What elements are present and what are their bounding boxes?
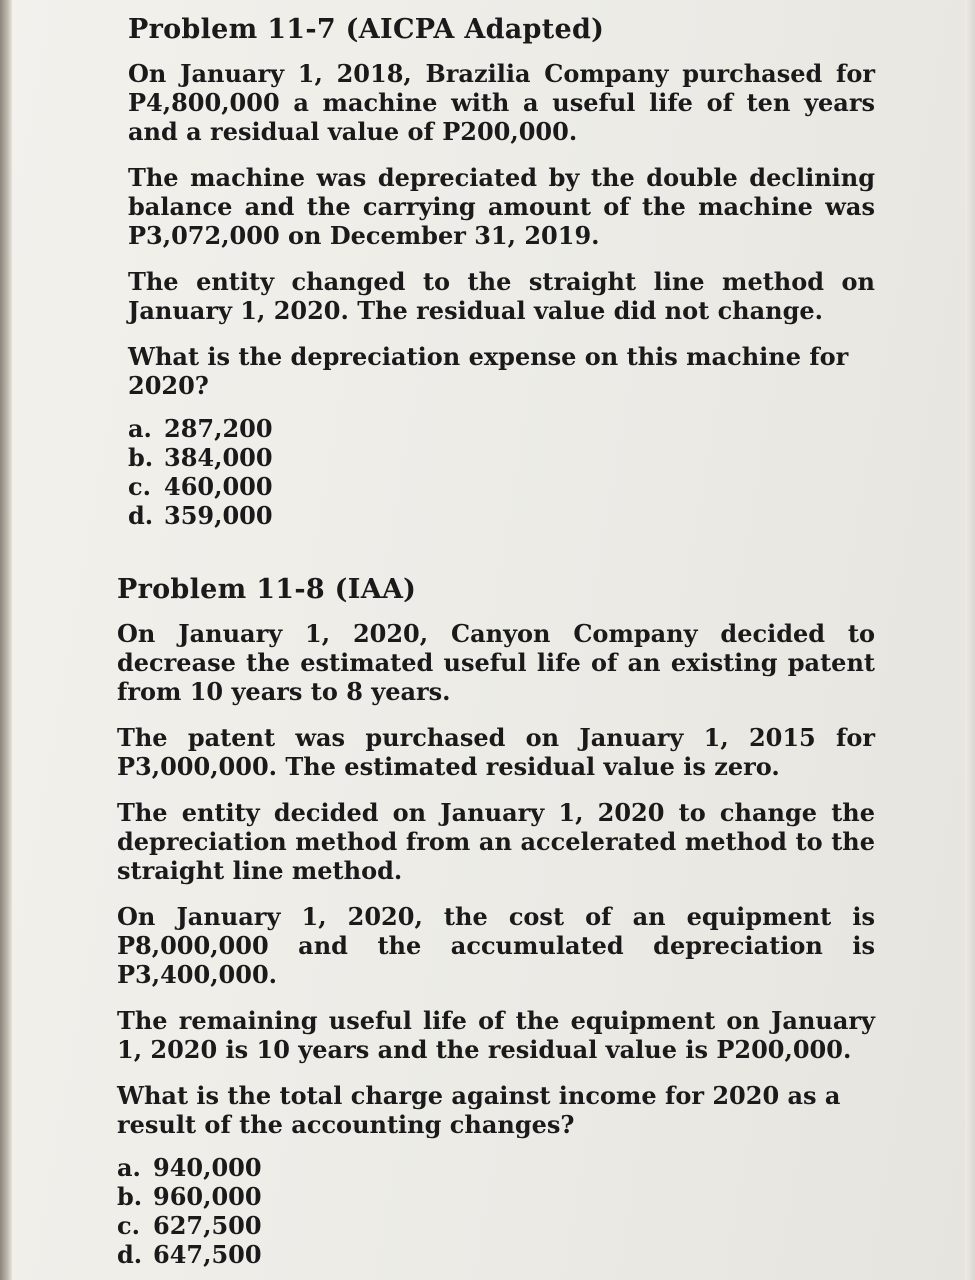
answer-choices — [128, 414, 875, 530]
problem-paragraph: The entity changed to the straight line method on January 1, 2020. The residual value did not change. — [128, 267, 875, 325]
answer-choice-a — [128, 414, 875, 443]
answer-choice-d — [128, 501, 875, 530]
problem-11-7 — [128, 14, 875, 530]
choice-value: 940,000 — [153, 1153, 262, 1182]
page-binding-shadow — [0, 0, 12, 1280]
problem-question: What is the depreciation expense on this machine for 2020? — [128, 342, 849, 400]
problem-paragraph: The remaining useful life of the equipment on January 1, 2020 is 10 years and the residual value is P200,000. — [117, 1006, 875, 1064]
answer-choices — [117, 1153, 875, 1269]
problem-paragraph: The machine was depreciated by the double declining balance and the carrying amount of the machine was P3,072,000 on December 31, 2019. — [128, 163, 875, 250]
choice-letter: b. — [117, 1182, 143, 1211]
choice-letter: d. — [128, 501, 154, 530]
answer-choice-c — [128, 472, 875, 501]
answer-choice-b — [128, 443, 875, 472]
choice-letter: c. — [117, 1211, 140, 1240]
problem-paragraph: On January 1, 2020, the cost of an equipment is P8,000,000 and the accumulated depreciation is P3,400,000. — [117, 902, 875, 989]
problem-paragraph: On January 1, 2020, Canyon Company decided to decrease the estimated useful life of an existing patent from 10 years to 8 years. — [117, 619, 875, 706]
choice-letter: d. — [117, 1240, 143, 1269]
problem-paragraph: The entity decided on January 1, 2020 to change the depreciation method from an accelerated method to the straight line method. — [117, 798, 875, 885]
problem-question: What is the total charge against income for 2020 as a result of the accounting changes? — [117, 1081, 841, 1139]
choice-value: 384,000 — [164, 443, 273, 472]
page-edge — [965, 0, 975, 1280]
page-content — [105, 14, 875, 1269]
choice-value: 647,500 — [153, 1240, 262, 1269]
choice-letter: c. — [128, 472, 151, 501]
choice-letter: b. — [128, 443, 154, 472]
problem-title: Problem 11-7 (AICPA Adapted) — [128, 14, 605, 45]
choice-value: 460,000 — [164, 472, 273, 501]
problem-paragraph: The patent was purchased on January 1, 2015 for P3,000,000. The estimated residual value is zero. — [117, 723, 875, 781]
problem-title: Problem 11-8 (IAA) — [117, 574, 417, 605]
choice-value: 627,500 — [153, 1211, 262, 1240]
problem-11-8 — [117, 574, 875, 1269]
choice-value: 960,000 — [153, 1182, 262, 1211]
answer-choice-b — [117, 1182, 875, 1211]
answer-choice-a — [117, 1153, 875, 1182]
choice-letter: a. — [128, 414, 152, 443]
choice-value: 287,200 — [164, 414, 273, 443]
problem-paragraph: On January 1, 2018, Brazilia Company purchased for P4,800,000 a machine with a useful life of ten years and a residual value of P200,000. — [128, 59, 875, 146]
answer-choice-c — [117, 1211, 875, 1240]
answer-choice-d — [117, 1240, 875, 1269]
choice-letter: a. — [117, 1153, 141, 1182]
choice-value: 359,000 — [164, 501, 273, 530]
